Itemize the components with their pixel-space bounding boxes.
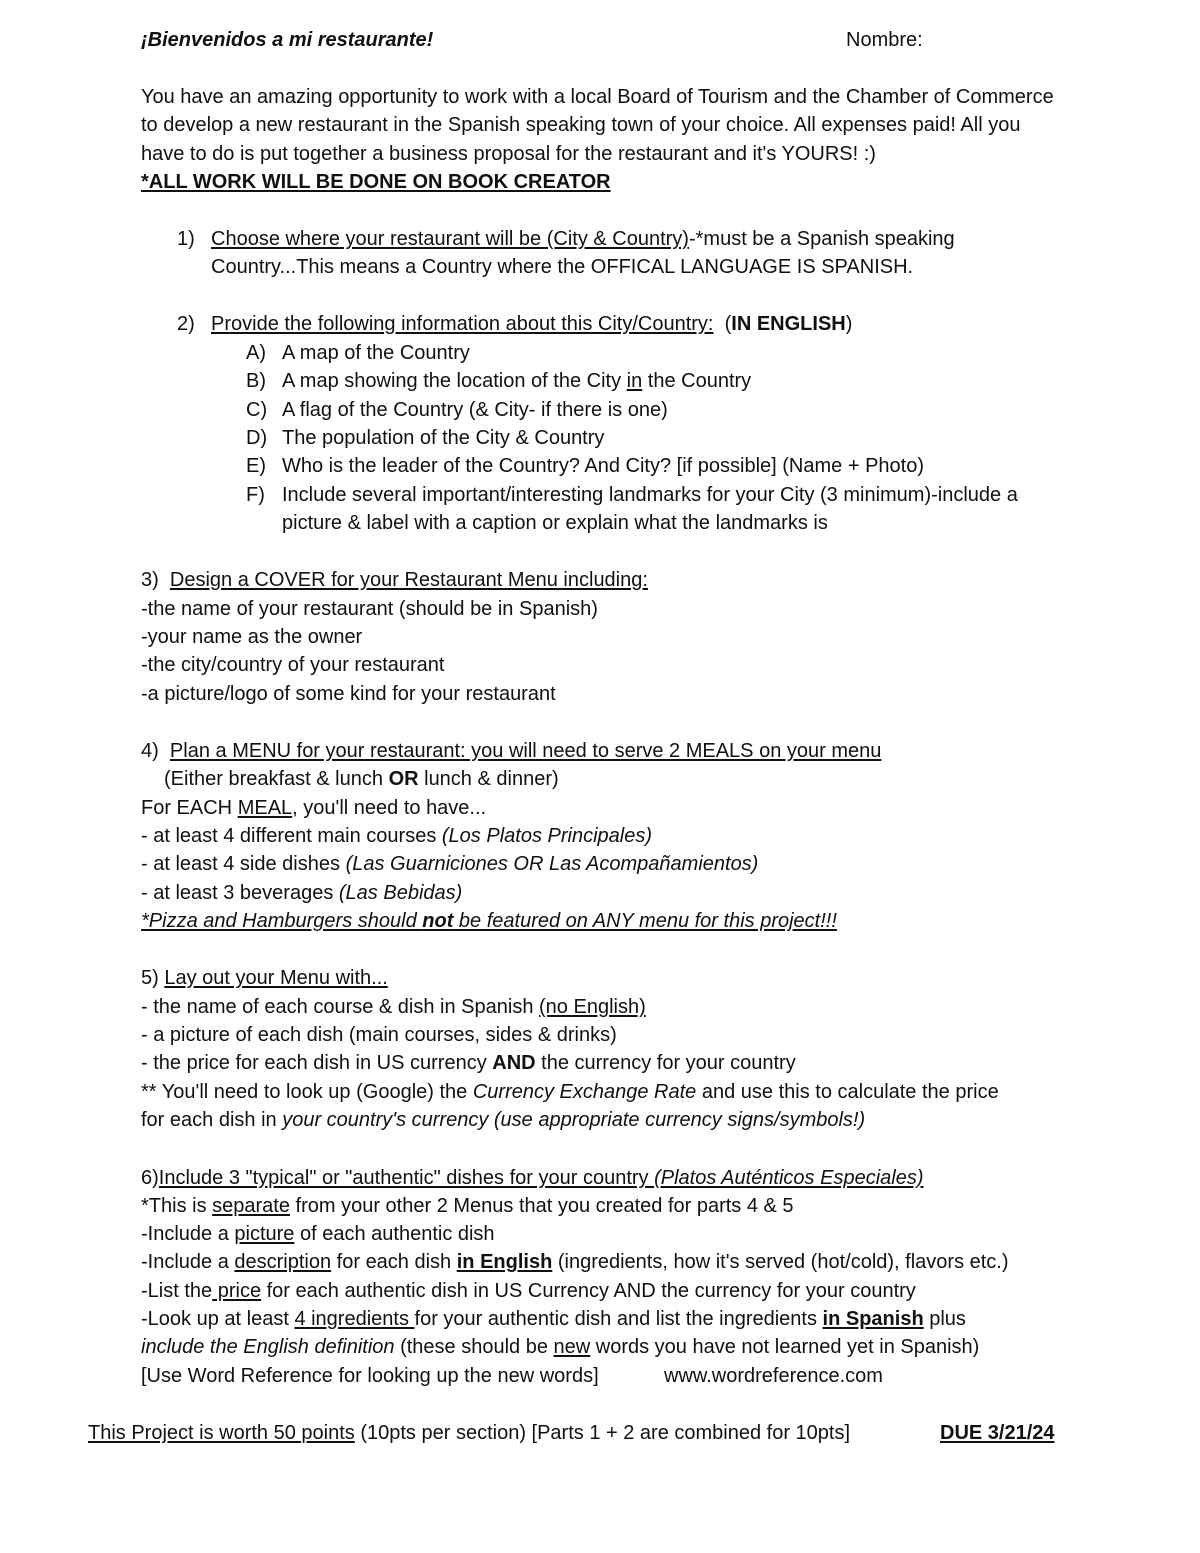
item-text: A map of the Country bbox=[282, 342, 470, 364]
no-english-underlined: (no English) bbox=[539, 996, 646, 1018]
points-underlined: This Project is worth 50 points bbox=[88, 1422, 355, 1444]
text: , you'll need to have... bbox=[292, 797, 487, 819]
not-bold: not bbox=[422, 910, 454, 932]
text: for each dish in bbox=[141, 1109, 283, 1131]
section-5-line-2: - a picture of each dish (main courses, sides & drinks) bbox=[141, 1024, 617, 1046]
and-bold: AND bbox=[492, 1052, 536, 1074]
text: (Either breakfast & lunch bbox=[164, 768, 389, 790]
section-5 bbox=[141, 964, 388, 993]
underlined-text: picture bbox=[234, 1223, 295, 1245]
section-6 bbox=[141, 1164, 924, 1193]
section-3-line-1: -the name of your restaurant (should be in Spanish) bbox=[141, 598, 598, 620]
section-6-line-1 bbox=[141, 1192, 794, 1221]
item-text-underlined: in bbox=[626, 370, 643, 392]
section-6-number: 6) bbox=[141, 1167, 159, 1189]
section-4-beverages bbox=[141, 879, 462, 908]
name-label: Nombre: bbox=[846, 29, 923, 51]
text: be featured on ANY menu for this project!!! bbox=[453, 910, 837, 932]
document-title: ¡Bienvenidos a mi restaurante! bbox=[141, 29, 434, 51]
spanish-term: (Las Guarniciones OR Las Acompañamientos) bbox=[345, 853, 759, 875]
section-2 bbox=[177, 310, 852, 339]
item-letter: F) bbox=[246, 484, 265, 506]
list-item-c bbox=[246, 396, 668, 425]
item-text: A map showing the location of the City bbox=[282, 370, 627, 392]
paren-open: ( bbox=[724, 313, 732, 335]
text: ** You'll need to look up (Google) the bbox=[141, 1081, 473, 1103]
spanish-term: (Los Platos Principales) bbox=[441, 825, 652, 847]
item-text: the Country bbox=[642, 370, 752, 392]
section-5-line-4 bbox=[141, 1078, 999, 1107]
heading-text: Include 3 "typical" or "authentic" dishes for your country bbox=[158, 1167, 655, 1189]
meal-underlined: MEAL bbox=[237, 797, 293, 819]
text: - the name of each course & dish in Spanish bbox=[141, 996, 540, 1018]
section-1-line-2: Country...This means a Country where the OFFICAL LANGUAGE IS SPANISH. bbox=[211, 256, 914, 278]
italic-text: Currency Exchange Rate bbox=[472, 1081, 697, 1103]
section-6-line-5 bbox=[141, 1305, 966, 1334]
section-5-line-3 bbox=[141, 1049, 796, 1078]
section-6-line-3 bbox=[141, 1248, 1009, 1277]
text: for each dish bbox=[331, 1251, 457, 1273]
italic-text: include the English definition bbox=[141, 1336, 395, 1358]
text: from your other 2 Menus that you created for parts 4 & 5 bbox=[289, 1195, 794, 1217]
text: words you have not learned yet in Spanish) bbox=[590, 1336, 980, 1358]
item-letter: A) bbox=[246, 342, 266, 364]
text: plus bbox=[923, 1308, 966, 1330]
section-5-heading: Lay out your Menu with... bbox=[164, 967, 388, 989]
bold-underlined-text: in Spanish bbox=[822, 1308, 924, 1330]
text: *This is bbox=[141, 1195, 213, 1217]
section-1-heading: Choose where your restaurant will be (City & Country) bbox=[211, 228, 689, 250]
section-3-line-4: -a picture/logo of some kind for your restaurant bbox=[141, 683, 556, 705]
book-creator-notice: *ALL WORK WILL BE DONE ON BOOK CREATOR bbox=[141, 171, 611, 193]
section-3-line-3: -the city/country of your restaurant bbox=[141, 654, 445, 676]
or-bold: OR bbox=[388, 768, 419, 790]
section-4-meals-note bbox=[164, 765, 559, 794]
section-4-heading: Plan a MENU for your restaurant: you will need to serve 2 MEALS on your menu bbox=[169, 740, 882, 762]
text: (ingredients, how it's served (hot/cold), flavors etc.) bbox=[552, 1251, 1009, 1273]
list-item-d bbox=[246, 424, 604, 453]
section-5-number: 5) bbox=[141, 967, 159, 989]
due-date: DUE 3/21/24 bbox=[940, 1422, 1055, 1444]
list-item-f-line-2: picture & label with a caption or explain what the landmarks is bbox=[282, 512, 828, 534]
item-letter: C) bbox=[246, 399, 268, 421]
section-4-number: 4) bbox=[141, 740, 159, 762]
section-6-line-7: [Use Word Reference for looking up the new words] bbox=[141, 1365, 599, 1387]
paren-close: ) bbox=[845, 313, 853, 335]
underlined-text: separate bbox=[212, 1195, 290, 1217]
section-1-number: 1) bbox=[177, 228, 195, 250]
item-letter: E) bbox=[246, 455, 266, 477]
underlined-text: new bbox=[553, 1336, 591, 1358]
list-item-f bbox=[246, 481, 1018, 510]
list-item-b bbox=[246, 367, 751, 396]
section-6-line-6 bbox=[141, 1333, 979, 1362]
heading-italic: (Platos Auténticos Especiales) bbox=[654, 1167, 924, 1189]
text: *Pizza and Hamburgers should bbox=[141, 910, 423, 932]
item-letter: B) bbox=[246, 370, 266, 392]
text: - at least 4 different main courses bbox=[141, 825, 442, 847]
footer-points bbox=[88, 1419, 850, 1448]
text: of each authentic dish bbox=[294, 1223, 495, 1245]
section-4-side-dishes bbox=[141, 850, 758, 879]
section-6-line-4 bbox=[141, 1277, 916, 1306]
text: - the price for each dish in US currency bbox=[141, 1052, 493, 1074]
section-4 bbox=[141, 737, 881, 766]
text: for each authentic dish in US Currency AND the currency for your country bbox=[261, 1280, 916, 1302]
section-3 bbox=[141, 566, 648, 595]
text: - at least 3 beverages bbox=[141, 882, 339, 904]
section-6-line-2 bbox=[141, 1220, 495, 1249]
text: -Look up at least bbox=[141, 1308, 295, 1330]
intro-line-3: have to do is put together a business proposal for the restaurant and it's YOURS! :) bbox=[141, 143, 876, 165]
underlined-text: description bbox=[234, 1251, 332, 1273]
text: the currency for your country bbox=[535, 1052, 796, 1074]
intro-line-2: to develop a new restaurant in the Spanish speaking town of your choice. All expenses paid! All you bbox=[141, 114, 1021, 136]
text: and use this to calculate the price bbox=[696, 1081, 999, 1103]
text: (these should be bbox=[394, 1336, 554, 1358]
bold-underlined-text: in English bbox=[456, 1251, 553, 1273]
spanish-term: (Las Bebidas) bbox=[338, 882, 463, 904]
list-item-e bbox=[246, 452, 924, 481]
text: - at least 4 side dishes bbox=[141, 853, 346, 875]
section-1 bbox=[177, 225, 955, 254]
list-item-a bbox=[246, 339, 470, 368]
text: For EACH bbox=[141, 797, 238, 819]
section-2-number: 2) bbox=[177, 313, 195, 335]
text: -Include a bbox=[141, 1223, 235, 1245]
text: for your authentic dish and list the ingredients bbox=[414, 1308, 823, 1330]
section-3-heading: Design a COVER for your Restaurant Menu including: bbox=[169, 569, 648, 591]
intro-line-1: You have an amazing opportunity to work with a local Board of Tourism and the Chamber of Commerce bbox=[141, 86, 1054, 108]
underlined-text: 4 ingredients bbox=[294, 1308, 415, 1330]
section-5-line-5 bbox=[141, 1106, 865, 1135]
section-4-main-courses bbox=[141, 822, 652, 851]
item-text: Include several important/interesting landmarks for your City (3 minimum)-include a bbox=[282, 484, 1018, 506]
text: -Include a bbox=[141, 1251, 235, 1273]
item-text: The population of the City & Country bbox=[282, 427, 605, 449]
item-text: A flag of the Country (& City- if there is one) bbox=[282, 399, 668, 421]
section-6-heading bbox=[159, 1167, 924, 1189]
section-3-line-2: -your name as the owner bbox=[141, 626, 363, 648]
section-5-line-1 bbox=[141, 993, 646, 1022]
section-4-pizza-note bbox=[141, 907, 837, 936]
underlined-text: price bbox=[212, 1280, 262, 1302]
section-1-text: -*must be a Spanish speaking bbox=[688, 228, 955, 250]
text: -List the bbox=[141, 1280, 213, 1302]
wordreference-link[interactable]: www.wordreference.com bbox=[664, 1365, 883, 1387]
section-4-each-meal bbox=[141, 794, 486, 823]
in-english-label: IN ENGLISH bbox=[731, 313, 846, 335]
section-3-number: 3) bbox=[141, 569, 159, 591]
section-2-heading: Provide the following information about this City/Country: bbox=[211, 313, 714, 335]
italic-text: your country's currency (use appropriate currency signs/symbols!) bbox=[282, 1109, 866, 1131]
item-letter: D) bbox=[246, 427, 268, 449]
points-detail: (10pts per section) [Parts 1 + 2 are combined for 10pts] bbox=[354, 1422, 851, 1444]
text: lunch & dinner) bbox=[418, 768, 559, 790]
item-text: Who is the leader of the Country? And City? [if possible] (Name + Photo) bbox=[282, 455, 924, 477]
